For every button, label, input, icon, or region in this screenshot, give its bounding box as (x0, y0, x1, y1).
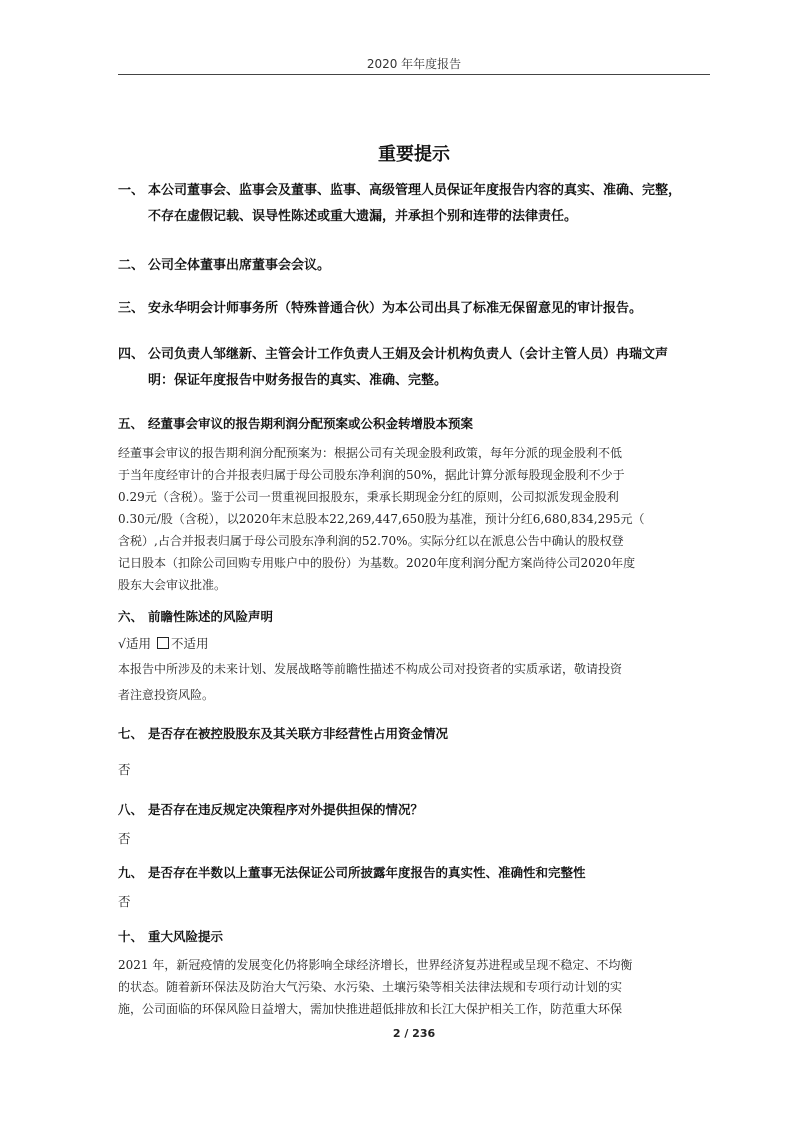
page-number: 2 / 236 (392, 1027, 436, 1040)
section-number: 一、 (118, 183, 145, 198)
body-line: 的状态。随着新环保法及防治大气污染、水污染、土壤污染等相关法律法规和专项行动计划的实 (118, 980, 623, 994)
section-1 (118, 178, 712, 230)
section-5-heading (118, 413, 712, 435)
section-number: 七、 (118, 726, 144, 741)
body-line: 施，公司面临的环保风险日益增大，需加快推进超低排放和长江大保护相关工作，防范重大环保 (118, 1002, 623, 1016)
not-applicable-option: 不适用 (170, 636, 209, 651)
applicable-checked-option: √适用 (118, 636, 151, 651)
section-4 (118, 342, 712, 394)
section-text: 安永华明会计师事务所（特殊普通合伙）为本公司出具了标准无保留意见的审计报告。 (148, 301, 643, 316)
section-title: 前瞻性陈述的风险声明 (148, 609, 274, 624)
header-divider (118, 74, 710, 75)
body-line: 记日股本（扣除公司回购专用账户中的股份）为基数。2020年度利润分配方案尚待公司2020年度 (118, 556, 636, 570)
applicability-options (118, 634, 210, 652)
section-title: 经董事会审议的报告期利润分配预案或公积金转增股本预案 (148, 416, 474, 431)
section-number: 八、 (118, 802, 144, 817)
section-2 (118, 253, 712, 279)
section-7-answer: 否 (118, 762, 131, 777)
section-10-body (118, 954, 712, 1020)
body-line: 者注意投资风险。 (118, 688, 215, 702)
section-number: 五、 (118, 416, 144, 431)
section-number: 二、 (118, 258, 145, 273)
section-10-heading (118, 926, 712, 948)
section-number: 九、 (118, 865, 144, 880)
body-line: 0.30元/股（含税），以2020年末总股本22,269,447,650股为基准，预计分红6,680,834,295元（ (118, 512, 645, 526)
checkbox-empty-icon (157, 637, 169, 649)
section-5-body (118, 442, 712, 596)
body-line: 0.29元（含税）。鉴于公司一贯重视回报股东，秉承长期现金分红的原则，公司拟派发现金股利 (118, 490, 619, 504)
section-title: 是否存在违反规定决策程序对外提供担保的情况？ (148, 802, 424, 817)
report-header: 2020 年年度报告 (366, 57, 462, 71)
section-number: 六、 (118, 609, 144, 624)
section-9-answer: 否 (118, 894, 131, 909)
section-7-heading (118, 723, 712, 745)
body-line: 于当年度经审计的合并报表归属于母公司股东净利润的50%，据此计算分派每股现金股利不少于 (118, 468, 625, 482)
body-line: 含税）,占合并报表归属于母公司股东净利润的52.70%。实际分红以在派息公告中确认的股权登 (118, 534, 624, 548)
section-3 (118, 296, 712, 322)
body-line: 2021 年，新冠疫情的发展变化仍将影响全球经济增长，世界经济复苏进程或呈现不稳定、不均衡 (118, 958, 633, 972)
page-title: 重要提示 (378, 144, 450, 165)
section-text: 公司全体董事出席董事会会议。 (148, 258, 331, 273)
section-8-heading (118, 799, 712, 821)
section-text: 本公司董事会、监事会及董事、监事、高级管理人员保证年度报告内容的真实、准确、完整， (148, 183, 682, 198)
section-text-continued: 不存在虚假记载、误导性陈述或重大遗漏，并承担个别和连带的法律责任。 (148, 209, 578, 224)
body-line: 本报告中所涉及的未来计划、发展战略等前瞻性描述不构成公司对投资者的实质承诺，敬请投资 (118, 662, 623, 676)
section-number: 十、 (118, 929, 144, 944)
section-6-body (118, 656, 712, 708)
section-text-continued: 明：保证年度报告中财务报告的真实、准确、完整。 (148, 373, 448, 388)
section-9-heading (118, 862, 712, 884)
section-number: 四、 (118, 347, 145, 362)
section-text: 公司负责人邹继新、主管会计工作负责人王娟及会计机构负责人（会计主管人员）冉瑞文声 (148, 347, 669, 362)
section-6-heading (118, 606, 712, 628)
section-number: 三、 (118, 301, 145, 316)
body-line: 股东大会审议批准。 (118, 578, 227, 592)
section-title: 是否存在被控股股东及其关联方非经营性占用资金情况 (148, 726, 449, 741)
section-title: 是否存在半数以上董事无法保证公司所披露年度报告的真实性、准确性和完整性 (148, 865, 586, 880)
body-line: 经董事会审议的报告期利润分配预案为：根据公司有关现金股利政策，每年分派的现金股利不低 (118, 446, 623, 460)
section-title: 重大风险提示 (148, 929, 224, 944)
section-8-answer: 否 (118, 831, 131, 846)
